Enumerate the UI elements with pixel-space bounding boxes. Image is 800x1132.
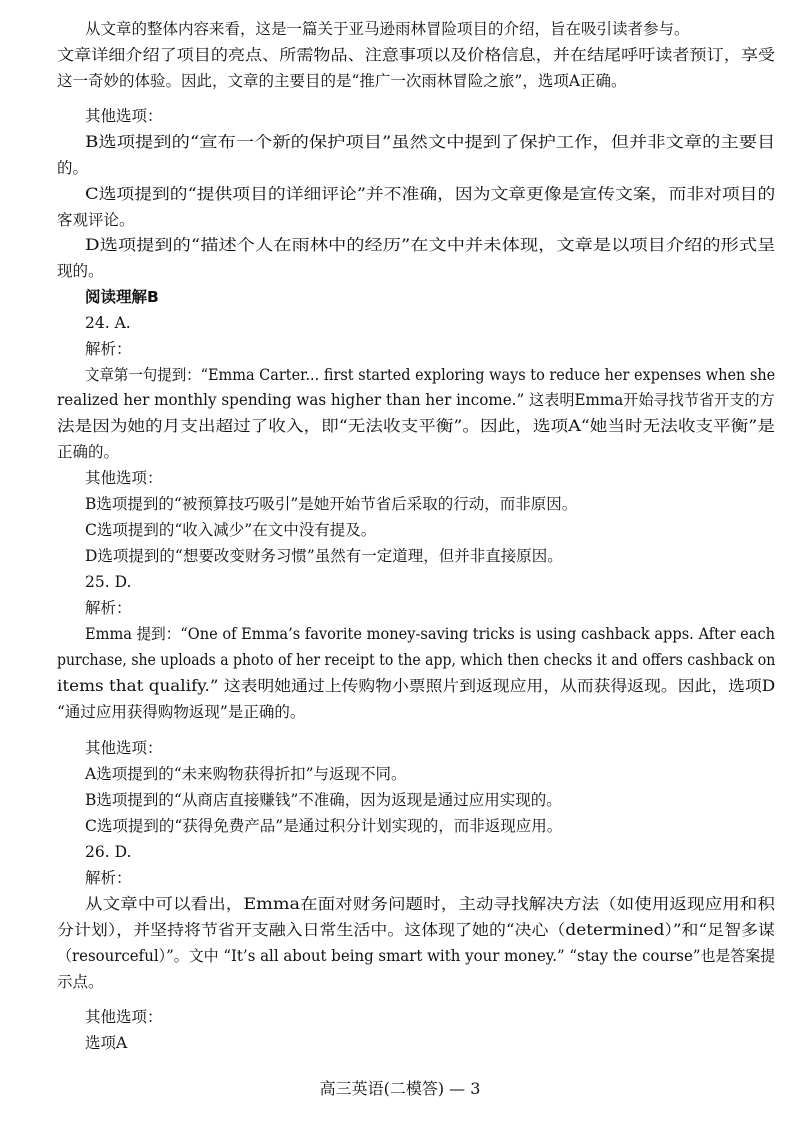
text-line: D选项提到的“描述个人在雨林中的经历”在文中并未体现，文章是以项目介绍的形式呈 (85, 236, 776, 254)
text-line: 选项A (85, 1034, 128, 1052)
text-line: 解析： (85, 599, 132, 617)
text-line: 法是因为她的月支出超过了收入，即“无法收支平衡”。因此，选项A“她当时无法收支平衡”是 (57, 417, 775, 435)
text-line: 正确的。 (57, 443, 120, 461)
text-line: A选项提到的“未来购物获得折扣”与返现不同。 (85, 765, 407, 783)
page-footer: 高三英语(二模答) — 3 (319, 1079, 481, 1098)
text-line: 示点。 (57, 973, 104, 991)
text-line: 的。 (57, 159, 89, 177)
text-line: C选项提到的“收入减少”在文中没有提及。 (85, 521, 377, 539)
text-line: 文章详细介绍了项目的亮点、所需物品、注意事项以及价格信息，并在结尾呼吁读者预订，享受 (57, 46, 776, 64)
text-line: 解析： (85, 869, 132, 887)
text-line: C选项提到的“获得免费产品”是通过积分计划实现的，而非返现应用。 (85, 817, 563, 835)
text-line: Emma 提到：“One of Emma’s favorite money-saving tricks is using cashback apps. After each (85, 625, 776, 643)
text-line: 其他选项： (85, 739, 163, 757)
text-line: 25. D. (85, 573, 132, 591)
text-line: 现的。 (57, 262, 104, 280)
text-line: 从文章的整体内容来看，这是一篇关于亚马逊雨林冒险项目的介绍，旨在吸引读者参与。 (85, 20, 690, 38)
text-line: 26. D. (85, 843, 132, 861)
text-line: 从文章中可以看出，Emma在面对财务问题时，主动寻找解决方法（如使用返现应用和积 (85, 895, 775, 913)
text-line: 其他选项： (85, 107, 163, 125)
text-line: 这一奇妙的体验。因此，文章的主要目的是“推广一次雨林冒险之旅”，选项A正确。 (57, 72, 627, 90)
text-line: 分计划），并坚持将节省开支融入日常生活中。这体现了她的“决心（determined）”和“足智多谋 (57, 921, 775, 939)
text-line: 其他选项： (85, 1008, 163, 1026)
text-line: “通过应用获得购物返现”是正确的。 (57, 703, 306, 721)
text-line: D选项提到的“想要改变财务习惯”虽然有一定道理，但并非直接原因。 (85, 547, 563, 565)
text-line: 文章第一句提到：“Emma Carter... first started exploring ways to reduce her expenses when she (85, 366, 776, 384)
text-line: 解析： (85, 340, 132, 358)
text-line: B选项提到的“宣布一个新的保护项目”虽然文中提到了保护工作，但并非文章的主要目 (85, 133, 776, 151)
text-line: 24. A. (85, 314, 131, 332)
text-line: realized her monthly spending was higher than her income.” 这表明Emma开始寻找节省开支的方 (57, 391, 775, 409)
text-line: B选项提到的“从商店直接赚钱”不准确，因为返现是通过应用实现的。 (85, 791, 562, 809)
text-line: purchase, she uploads a photo of her receipt to the app, which then checks it and offers cashback on (57, 651, 776, 669)
text-line: items that qualify.” 这表明她通过上传购物小票照片到返现应用，从而获得返现。因此，选项D (57, 677, 776, 695)
section-heading: 阅读理解B (85, 288, 159, 306)
text-line: （resourceful）”。文中 “It’s all about being smart with your money.” “stay the course”也是答案提 (57, 947, 776, 965)
text-line: C选项提到的“提供项目的详细评论”并不准确，因为文章更像是宣传文案，而非对项目的 (85, 185, 776, 203)
text-line: 客观评论。 (57, 211, 135, 229)
text-line: B选项提到的“被预算技巧吸引”是她开始节省后采取的行动，而非原因。 (85, 495, 578, 513)
text-line: 其他选项： (85, 469, 163, 487)
